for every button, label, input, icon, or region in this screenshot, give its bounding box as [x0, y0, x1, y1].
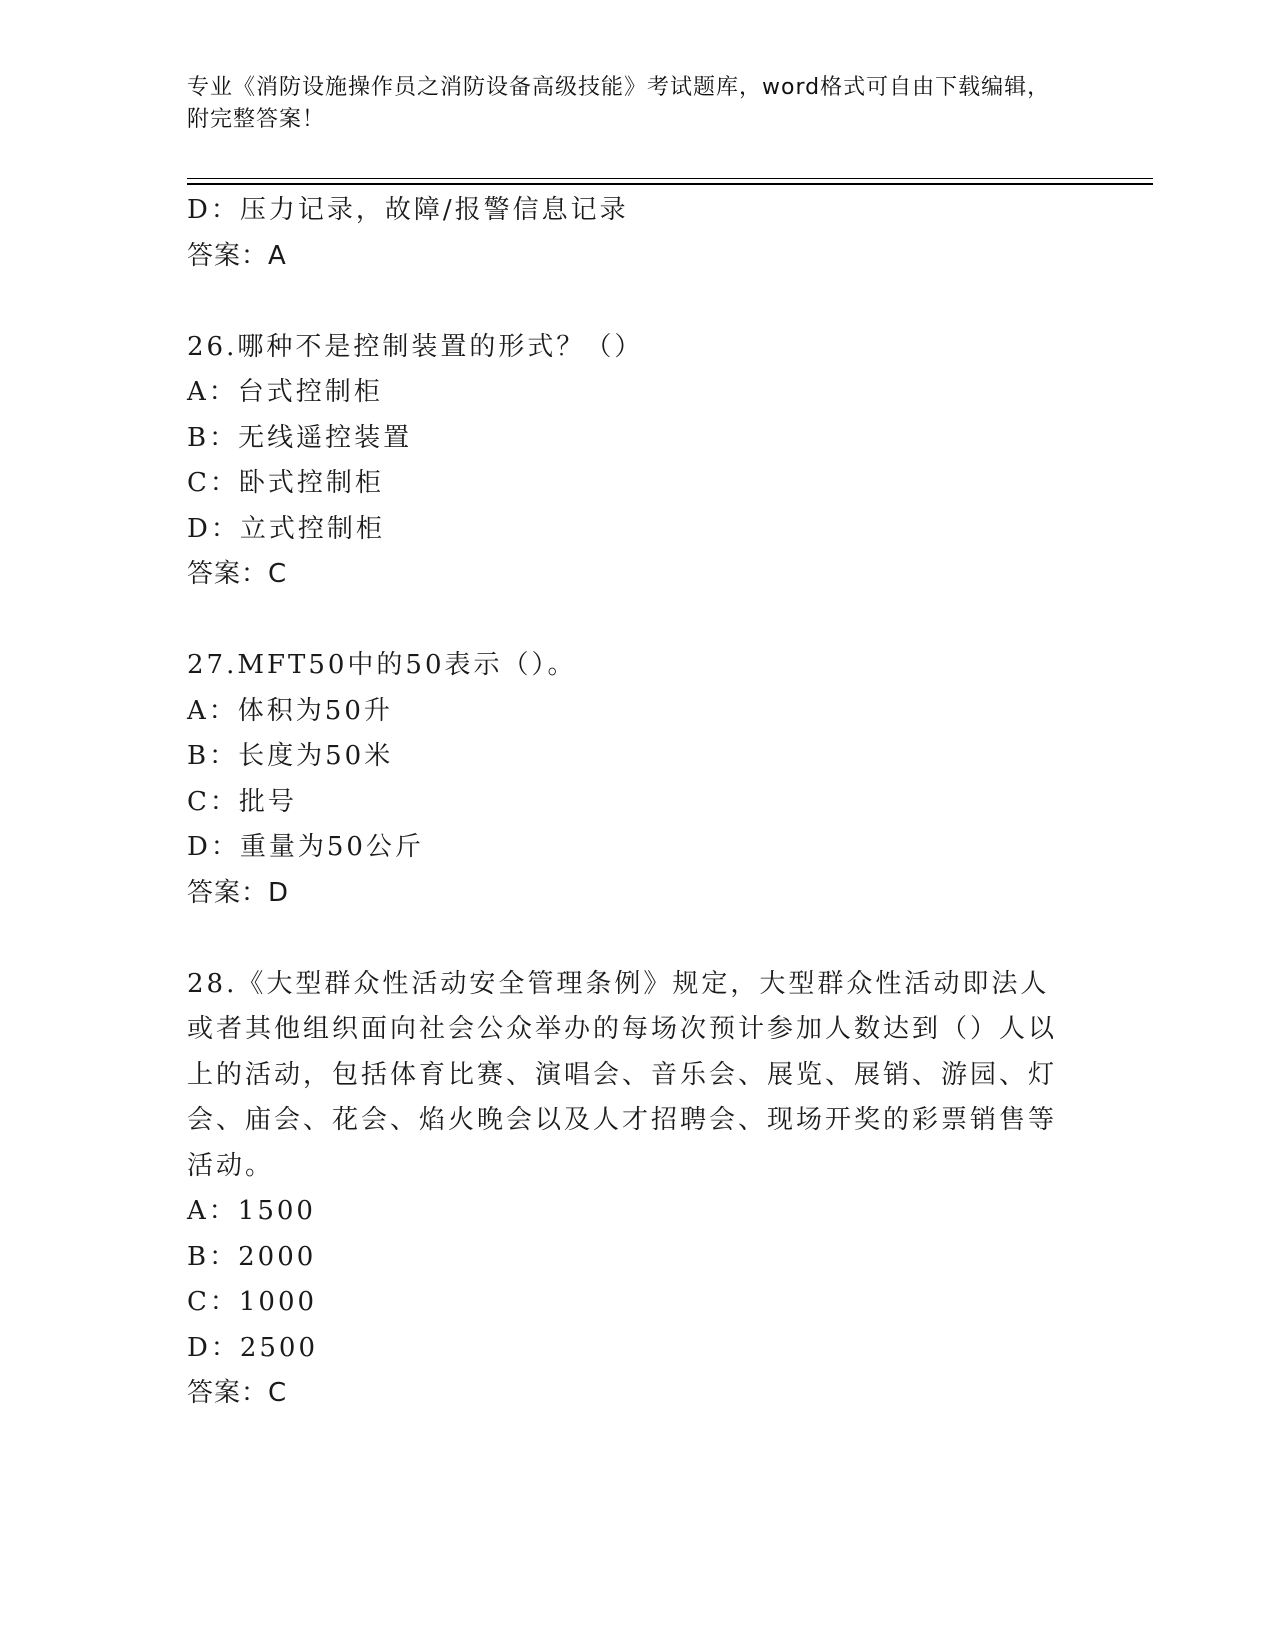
option-d: D：重量为50公斤 [187, 832, 424, 862]
spacer [187, 916, 1087, 962]
question-stem: 26.哪种不是控制装置的形式？（） [187, 331, 644, 362]
option-c: C：1000 [187, 1287, 318, 1317]
question-content [187, 188, 1087, 1417]
option-c: C：卧式控制柜 [187, 468, 384, 498]
header-rule-thin [187, 178, 1153, 179]
prev-answer: 答案：A [187, 240, 287, 271]
option-a: A：台式控制柜 [187, 377, 383, 407]
answer: 答案：D [187, 877, 290, 908]
option-c: C：批号 [187, 786, 297, 817]
question-stem: 27.MFT50中的50表示（）。 [187, 650, 577, 680]
option-b: B：长度为50米 [187, 741, 394, 771]
question-26 [187, 325, 1087, 598]
option-a: A：1500 [187, 1196, 316, 1226]
spacer [187, 279, 1087, 325]
spacer [187, 598, 1087, 644]
header-rule-thick [187, 183, 1153, 185]
option-b: B：无线遥控装置 [187, 422, 413, 453]
answer: 答案：C [187, 559, 288, 589]
question-27 [187, 643, 1087, 916]
prev-option-d: D：压力记录，故障/报警信息记录 [187, 195, 629, 225]
option-d: D：2500 [187, 1332, 319, 1363]
question-28 [187, 962, 1087, 1417]
header-note: 专业《消防设施操作员之消防设备高级技能》考试题库，word格式可自由下载编辑，附完整答案！ [187, 75, 1051, 132]
answer: 答案：C [187, 1378, 288, 1408]
question-stem: 28.《大型群众性活动安全管理条例》规定，大型群众性活动即法人或者其他组织面向社会公众举办的每场次预计参加人数达到（）人以上的活动，包括体育比赛、演唱会、音乐会、展览、展销、游园、灯会、庙会、花会、焰火晚会以及人才招聘会、现场开奖的彩票销售等活动。 [187, 968, 1058, 1181]
option-b: B：2000 [187, 1241, 317, 1272]
option-a: A：体积为50升 [187, 695, 393, 726]
option-d: D：立式控制柜 [187, 513, 385, 544]
